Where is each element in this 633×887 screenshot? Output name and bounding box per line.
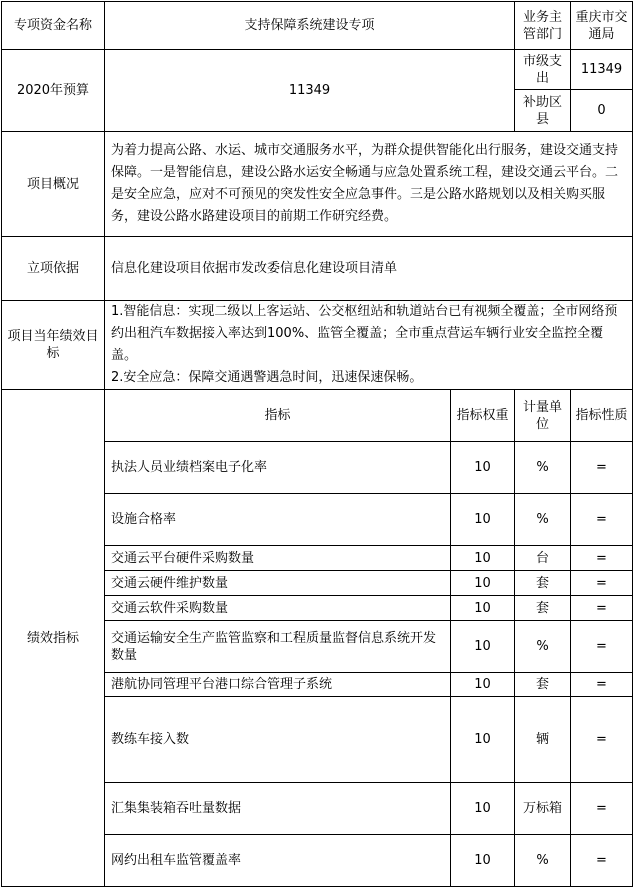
indicator-nature: =: [571, 596, 633, 621]
indicator-weight: 10: [451, 673, 515, 697]
basis-text: 信息化建设项目依据市发改委信息化建设项目清单: [105, 237, 633, 301]
budget-value: 11349: [105, 50, 515, 132]
indicator-name-header: 指标: [105, 390, 451, 442]
indicator-unit: 台: [515, 546, 571, 571]
goals-text: [105, 301, 633, 390]
dept-value: 重庆市交通局: [571, 2, 633, 50]
indicator-weight: 10: [451, 494, 515, 546]
county-value: 0: [571, 90, 633, 132]
indicator-unit: 套: [515, 673, 571, 697]
indicator-header-row: [2, 390, 633, 442]
indicator-weight: 10: [451, 783, 515, 835]
name-value: 支持保障系统建设专项: [105, 2, 515, 50]
city-value: 11349: [571, 50, 633, 90]
header-row: [2, 2, 633, 50]
indicator-weight: 10: [451, 621, 515, 673]
indicator-nature: =: [571, 571, 633, 596]
overview-label: 项目概况: [2, 132, 105, 237]
indicator-weight: 10: [451, 442, 515, 494]
goals-row: [2, 301, 633, 390]
project-table: [1, 1, 633, 887]
dept-label: 业务主管部门: [515, 2, 571, 50]
indicator-weight: 10: [451, 697, 515, 783]
indicator-name: 交通云软件采购数量: [105, 596, 451, 621]
city-label: 市级支出: [515, 50, 571, 90]
indicator-name: 港航协同管理平台港口综合管理子系统: [105, 673, 451, 697]
indicator-weight: 10: [451, 835, 515, 887]
indicator-name: 汇集集装箱吞吐量数据: [105, 783, 451, 835]
basis-row: [2, 237, 633, 301]
budget-row: [2, 50, 633, 90]
indicator-name: 教练车接入数: [105, 697, 451, 783]
basis-label: 立项依据: [2, 237, 105, 301]
indicator-name: 网约出租车监管覆盖率: [105, 835, 451, 887]
overview-row: [2, 132, 633, 237]
county-label: 补助区县: [515, 90, 571, 132]
goal-line-2: 2.安全应急：保障交通遇警遇急时间，迅速保速保畅。: [111, 370, 423, 385]
indicator-nature-header: 指标性质: [571, 390, 633, 442]
goal-line-1: 1.智能信息：实现二级以上客运站、公交枢纽站和轨道站台已有视频全覆盖；全市网络预约出租汽车数据接入率达到100%、监管全覆盖；全市重点营运车辆行业安全监控全覆盖。: [111, 304, 618, 363]
indicator-unit: 辆: [515, 697, 571, 783]
indicators-label: 绩效指标: [2, 390, 105, 887]
indicator-unit-header: 计量单位: [515, 390, 571, 442]
indicator-unit: 套: [515, 596, 571, 621]
indicator-weight: 10: [451, 596, 515, 621]
indicator-nature: =: [571, 442, 633, 494]
indicator-nature: =: [571, 494, 633, 546]
budget-label: 2020年预算: [2, 50, 105, 132]
indicator-nature: =: [571, 697, 633, 783]
indicator-unit: 万标箱: [515, 783, 571, 835]
overview-text: 为着力提高公路、水运、城市交通服务水平，为群众提供智能化出行服务，建设交通支持保障。一是智能信息，建设公路水运安全畅通与应急处置系统工程，建设交通云平台。二是安全应急，应对不可预见的突发性安全应急事件。三是公路水路规划以及相关购买服务，建设公路水路建设项目的前期工作研究经费。: [105, 132, 633, 237]
indicator-nature: =: [571, 621, 633, 673]
indicator-unit: %: [515, 494, 571, 546]
indicator-nature: =: [571, 673, 633, 697]
indicator-unit: %: [515, 835, 571, 887]
indicator-nature: =: [571, 835, 633, 887]
indicator-weight: 10: [451, 571, 515, 596]
indicator-name: 设施合格率: [105, 494, 451, 546]
indicator-weight-header: 指标权重: [451, 390, 515, 442]
indicator-name: 执法人员业绩档案电子化率: [105, 442, 451, 494]
indicator-unit: %: [515, 442, 571, 494]
indicator-nature: =: [571, 546, 633, 571]
indicator-name: 交通运输安全生产监管监察和工程质量监督信息系统开发数量: [105, 621, 451, 673]
indicator-nature: =: [571, 783, 633, 835]
indicator-weight: 10: [451, 546, 515, 571]
indicator-name: 交通云平台硬件采购数量: [105, 546, 451, 571]
name-label: 专项资金名称: [2, 2, 105, 50]
goals-label: 项目当年绩效目标: [2, 301, 105, 390]
indicator-name: 交通云硬件维护数量: [105, 571, 451, 596]
indicator-unit: %: [515, 621, 571, 673]
indicator-unit: 套: [515, 571, 571, 596]
